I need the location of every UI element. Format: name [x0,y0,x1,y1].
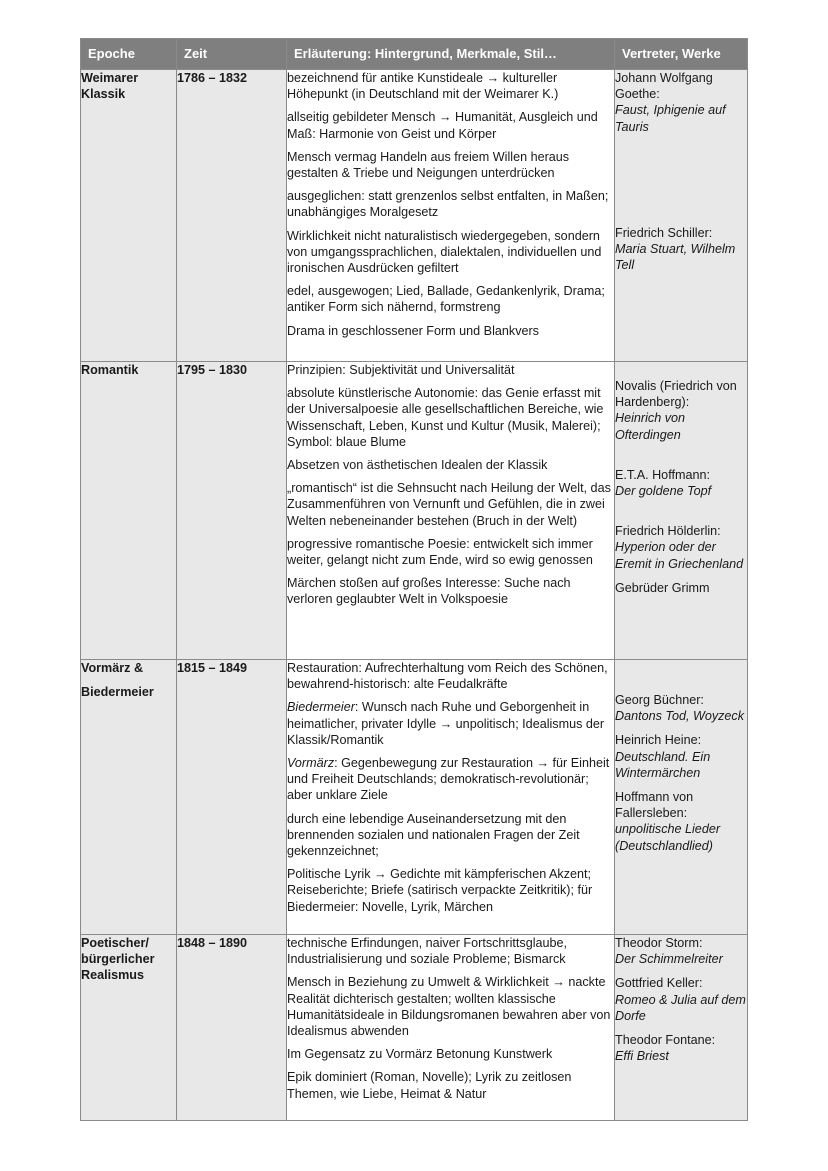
table-row [81,935,748,1121]
list-item: ausgeglichen: statt grenzenlos selbst entfalten, in Maßen; unabhängiges Moralgesetz [287,189,609,220]
author-name: Theodor Storm: [615,936,703,950]
author-works: Hyperion oder der Eremit in Griechenland [615,540,744,571]
author-name: Friedrich Schiller: [615,225,713,240]
author-name: Novalis (Friedrich von Hardenberg): [615,379,737,410]
list-item: Mensch in Beziehung zu Umwelt & Wirklichkeit → nackte Realität dichterisch gestalten; wollten klassische Humanitätsideale in Bildungsromanen bewahren aber von Idealismus abwenden [287,975,611,1039]
author-works: Effi Briest [615,1049,669,1064]
epoch-authors [615,935,748,1121]
list-item: Mensch vermag Handeln aus freiem Willen heraus gestalten & Triebe und Neigungen unterdrücken [287,149,570,181]
author-name: Georg Büchner: [615,693,704,707]
author-works: unpolitische Lieder (Deutschlandlied) [615,822,721,853]
author-works: Der goldene Topf [615,484,712,499]
epoch-period: 1795 – 1830 [177,362,287,660]
epoch-period: 1815 – 1849 [177,660,287,935]
epoch-description [287,935,615,1121]
author-works: Maria Stuart, Wilhelm Tell [615,242,736,273]
epoch-authors [615,362,748,660]
epoch-name [81,660,177,935]
author-entry [615,1032,747,1064]
author-works: Romeo & Julia auf dem Dorfe [615,992,746,1023]
list-item: progressive romantische Poesie: entwickelt sich immer weiter, gelangt nicht zum Ende, wird so ewig genossen [287,536,593,568]
epoch-description [287,660,615,935]
author-name: Johann Wolfgang Goethe: [615,71,713,102]
epoch-authors [615,70,748,362]
table-row [81,660,748,935]
author-entry [615,975,747,1024]
list-item: Wirklichkeit nicht naturalistisch wiedergegeben, sondern von umgangssprachlichen, dialektalen, individuellen und ironischen Ausdrücken gefiltert [287,228,602,276]
epoch-description [287,362,615,660]
term-biedermeier: Biedermeier [287,700,355,715]
author-name: Theodor Fontane: [615,1033,716,1048]
header-vertreter: Vertreter, Werke [615,39,748,70]
term-vormaerz: Vormärz [287,756,335,771]
author-works: Der Schimmelreiter [615,952,723,967]
list-item: Märchen stoßen auf großes Interesse: Suche nach verloren geglaubter Welt in Volkspoesie [287,576,571,607]
list-item: Politische Lyrik → Gedichte mit kämpferischen Akzent; Reiseberichte; Briefe (satirisch verpackte Zeitkritik); für Biedermeier: Novelle, Lyrik, Märchen [287,867,593,914]
epoch-name: Romantik [81,362,177,660]
author-entry [615,523,747,572]
list-item: „romantisch“ ist die Sehnsucht nach Heilung der Welt, das Zusammenführen von Vernunft und Gefühlen, die in zwei Welten nebeneinander bestehen (Bruch in der Welt) [287,481,611,528]
author-entry [615,692,747,724]
author-entry [615,70,747,135]
epoch-name: Poetischer/ bürgerlicher Realismus [81,935,177,1121]
author-name: Heinrich Heine: [615,733,702,748]
author-name: Friedrich Hölderlin: [615,524,721,539]
author-entry [615,378,747,443]
author-name: E.T.A. Hoffmann: [615,467,710,482]
epoch-authors [615,660,748,935]
epoch-name-line: Biedermeier [81,685,154,700]
epoch-name-line: Vormärz & [81,661,144,675]
author-works: Heinrich von Ofterdingen [615,411,685,442]
author-works: Deutschland. Ein Wintermärchen [615,749,711,780]
header-epoche: Epoche [81,39,177,70]
list-item: absolute künstlerische Autonomie: das Genie erfasst mit der Universalpoesie alle gesellschaftlichen Bereiche, wie Wissenschaft, Leben, Kunst und Kultur (Musik, Malerei); Symbol: blaue Blume [287,386,604,449]
list-item: Biedermeier: Wunsch nach Ruhe und Geborgenheit in heimatlicher, privater Idylle → unpolitisch; Idealismus der Klassik/Romantik [287,700,605,747]
list-item: durch eine lebendige Auseinandersetzung mit den brennenden sozialen und nationalen Fragen der Zeit gekennzeichnet; [287,811,580,859]
author-works: Dantons Tod, Woyzeck [615,709,745,724]
list-item: Vormärz: Gegenbewegung zur Restauration → für Einheit und Freiheit Deutschlands; demokratisch-revolutionär; aber unklare Ziele [287,756,610,803]
author-name: Gebrüder Grimm [615,580,710,595]
header-zeit: Zeit [177,39,287,70]
table-header-row [81,39,748,70]
list-item: Absetzen von ästhetischen Idealen der Klassik [287,458,548,473]
list-item: Drama in geschlossener Form und Blankvers [287,323,539,338]
list-item: technische Erfindungen, naiver Fortschrittsglaube, Industrialisierung und soziale Probleme; Bismarck [287,936,568,967]
author-entry [615,467,747,499]
table-row [81,362,748,660]
list-item: Restauration: Aufrechterhaltung vom Reich des Schönen, bewahrend-historisch: alte Feudalkräfte [287,661,608,692]
author-entry [615,789,747,854]
list-item: allseitig gebildeter Mensch → Humanität, Ausgleich und Maß: Harmonie von Geist und Körper [287,110,598,141]
author-name: Hoffmann von Fallersleben: [615,790,694,821]
epoch-period: 1848 – 1890 [177,935,287,1121]
list-item: edel, ausgewogen; Lied, Ballade, Gedankenlyrik, Drama; antiker Form sich nähernd, formstreng [287,284,605,315]
list-item: Im Gegensatz zu Vormärz Betonung Kunstwerk [287,1047,553,1062]
header-erlaeuterung: Erläuterung: Hintergrund, Merkmale, Stil… [287,39,615,70]
epoch-period: 1786 – 1832 [177,70,287,362]
author-works: Faust, Iphigenie auf Tauris [615,103,726,134]
list-item: Prinzipien: Subjektivität und Universalität [287,363,515,377]
author-entry [615,580,747,596]
epoch-description [287,70,615,362]
list-item: bezeichnend für antike Kunstideale → kultureller Höhepunkt (in Deutschland mit der Weimarer K.) [287,71,559,102]
author-entry [615,732,747,781]
author-name: Gottfried Keller: [615,976,703,991]
epoch-name: Weimarer Klassik [81,70,177,362]
author-entry [615,225,747,274]
list-item: Epik dominiert (Roman, Novelle); Lyrik zu zeitlosen Themen, wie Liebe, Heimat & Natur [287,1070,572,1101]
table-row [81,70,748,362]
literature-epochs-table [80,38,748,1121]
author-entry [615,935,747,967]
